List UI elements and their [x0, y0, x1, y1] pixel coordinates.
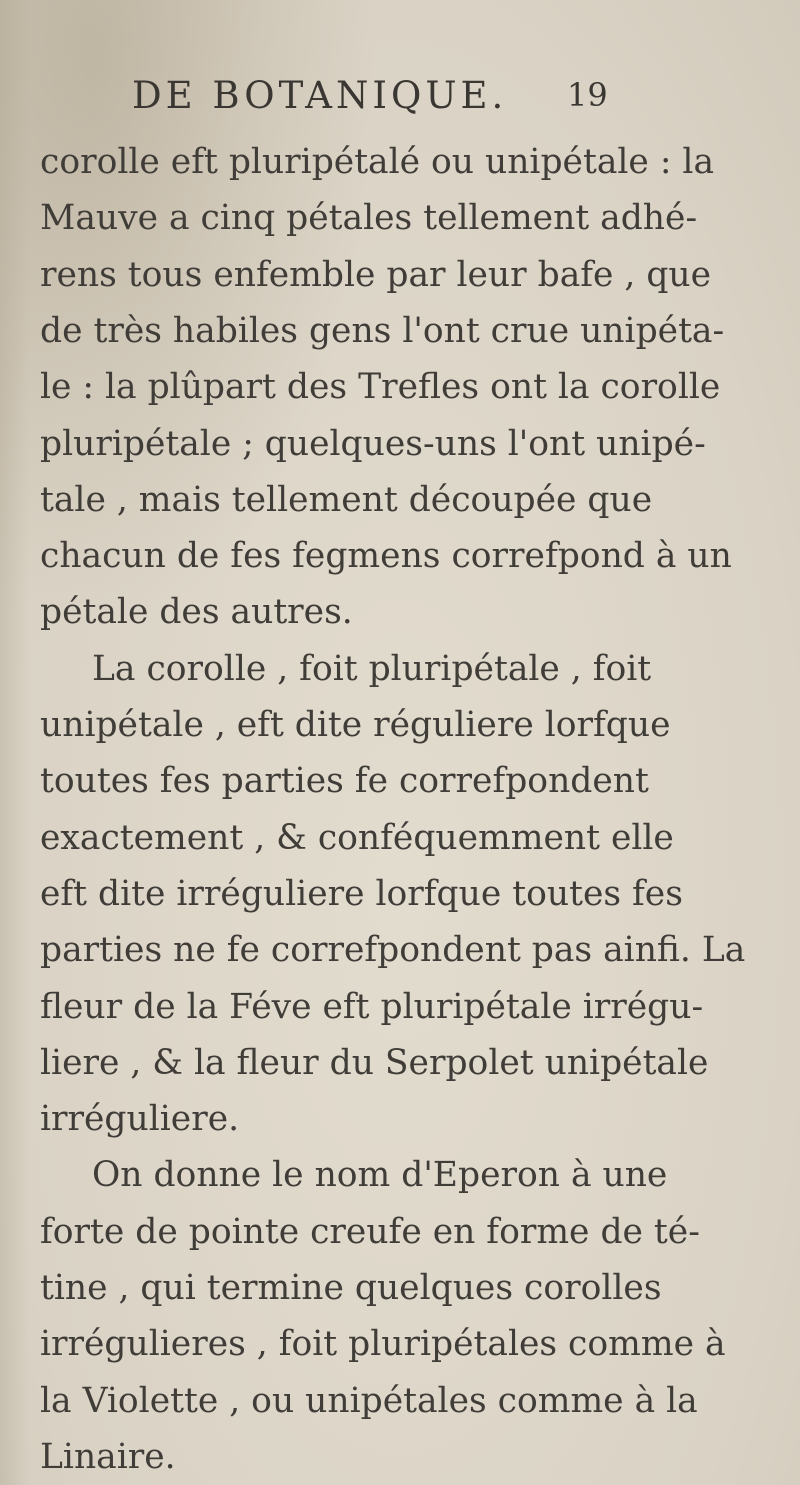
text-line: rens tous enfemble par leur bafe , que — [40, 255, 712, 295]
text-line: irréguliere. — [40, 1099, 240, 1139]
text-line: On donne le nom d'Eperon à une — [92, 1155, 668, 1195]
text-line: unipétale , eft dite réguliere lorfque — [40, 705, 671, 745]
text-line: pétale des autres. — [40, 592, 353, 632]
text-line: parties ne fe correfpondent pas ainfi. La — [40, 930, 746, 970]
text-line: fleur de la Féve eft pluripétale irrégu- — [40, 987, 704, 1027]
text-line: la Violette , ou unipétales comme à la — [40, 1381, 698, 1421]
text-line: La corolle , foit pluripétale , foit — [92, 649, 652, 689]
text-line: de très habiles gens l'ont crue unipéta- — [40, 311, 725, 351]
text-line: forte de pointe creufe en forme de té- — [40, 1212, 700, 1252]
text-line: exactement , & conféquemment elle — [40, 818, 674, 858]
running-title: DE BOTANIQUE. — [132, 74, 508, 117]
text-line: Mauve a cinq pétales tellement adhé- — [40, 198, 698, 238]
text-line: Linaire. — [40, 1437, 176, 1477]
text-line: liere , & la fleur du Serpolet unipétale — [40, 1043, 709, 1083]
text-line: irrégulieres , foit pluripétales comme à — [40, 1324, 726, 1364]
text-line: tine , qui termine quelques corolles — [40, 1268, 662, 1308]
text-line: le : la plûpart des Trefles ont la corolle — [40, 367, 721, 407]
text-line: eft dite irréguliere lorfque toutes fes — [40, 874, 683, 914]
text-line: corolle eft pluripétalé ou unipétale : la — [40, 142, 715, 182]
text-line: toutes fes parties fe correfpondent — [40, 761, 649, 801]
page-number: 19 — [567, 76, 608, 114]
text-line: chacun de fes fegmens correfpond à un — [40, 536, 732, 576]
text-line: pluripétale ; quelques-uns l'ont unipé- — [40, 424, 706, 464]
text-line: tale , mais tellement découpée que — [40, 480, 653, 520]
